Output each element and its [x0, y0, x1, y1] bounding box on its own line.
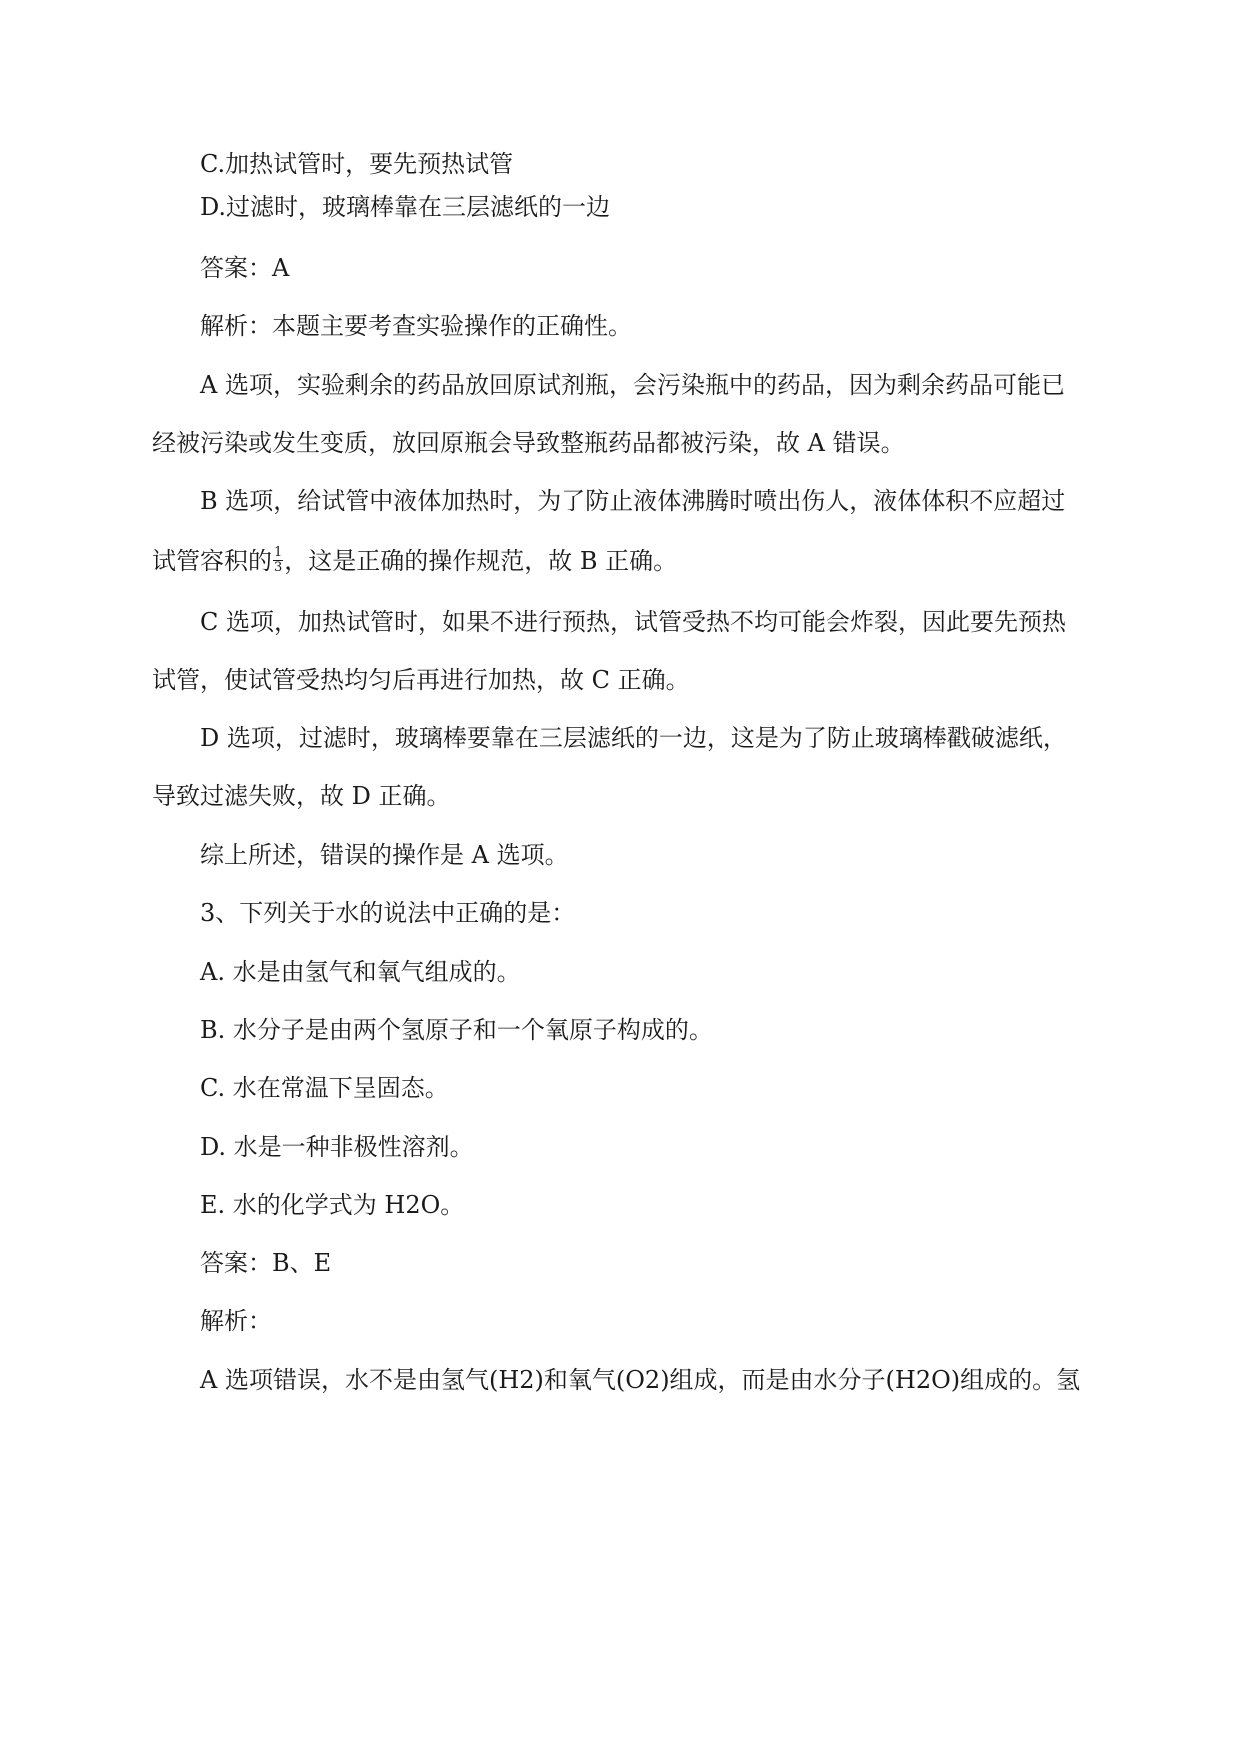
q2-analysis-c-line1: C 选项，加热试管时，如果不进行预热，试管受热不均可能会炸裂，因此要先预热: [200, 608, 1066, 636]
q2-analysis-b-line2-post: ，这是正确的操作规范，故 B 正确。: [284, 547, 678, 575]
q3-option-a: A. 水是由氢气和氧气组成的。: [200, 958, 521, 986]
q3-analysis-label: 解析：: [200, 1307, 272, 1335]
q2-option-d: D.过滤时，玻璃棒靠在三层滤纸的一边: [200, 193, 611, 221]
q2-summary: 综上所述，错误的操作是 A 选项。: [200, 841, 569, 869]
q2-analysis-b-line1: B 选项，给试管中液体加热时，为了防止液体沸腾时喷出伤人，液体体积不应超过: [200, 487, 1066, 515]
q2-analysis-b-line2-pre: 试管容积的: [152, 547, 272, 575]
q2-analysis-a-line2: 经被污染或发生变质，放回原瓶会导致整瓶药品都被污染，故 A 错误。: [152, 429, 905, 457]
q2-analysis-a-line1: A 选项，实验剩余的药品放回原试剂瓶，会污染瓶中的药品，因为剩余药品可能已: [200, 371, 1065, 399]
q3-option-b: B. 水分子是由两个氢原子和一个氧原子构成的。: [200, 1016, 713, 1044]
q2-analysis-d-line2: 导致过滤失败，故 D 正确。: [152, 782, 451, 810]
q2-analysis-intro: 解析：本题主要考查实验操作的正确性。: [200, 312, 632, 340]
q2-answer: 答案：A: [200, 254, 290, 282]
q3-analysis-a-line1: A 选项错误，水不是由氢气(H2)和氧气(O2)组成，而是由水分子(H2O)组成的。氢: [200, 1366, 1081, 1394]
fraction-denominator: 3: [274, 560, 283, 575]
q3-answer: 答案：B、E: [200, 1249, 332, 1277]
q2-analysis-d-line1: D 选项，过滤时，玻璃棒要靠在三层滤纸的一边，这是为了防止玻璃棒戳破滤纸，: [200, 724, 1067, 752]
q3-option-c: C. 水在常温下呈固态。: [200, 1074, 449, 1102]
q3-option-d: D. 水是一种非极性溶剂。: [200, 1133, 474, 1161]
q2-analysis-b-line2: [152, 546, 677, 577]
q2-analysis-c-line2: 试管，使试管受热均匀后再进行加热，故 C 正确。: [152, 666, 690, 694]
q2-option-c: C.加热试管时，要先预热试管: [200, 150, 514, 178]
fraction-numerator: 1: [274, 545, 283, 560]
q3-stem: 3、下列关于水的说法中正确的是：: [200, 899, 576, 927]
fraction-one-third: [273, 546, 283, 575]
q3-option-e: E. 水的化学式为 H2O。: [200, 1191, 465, 1219]
